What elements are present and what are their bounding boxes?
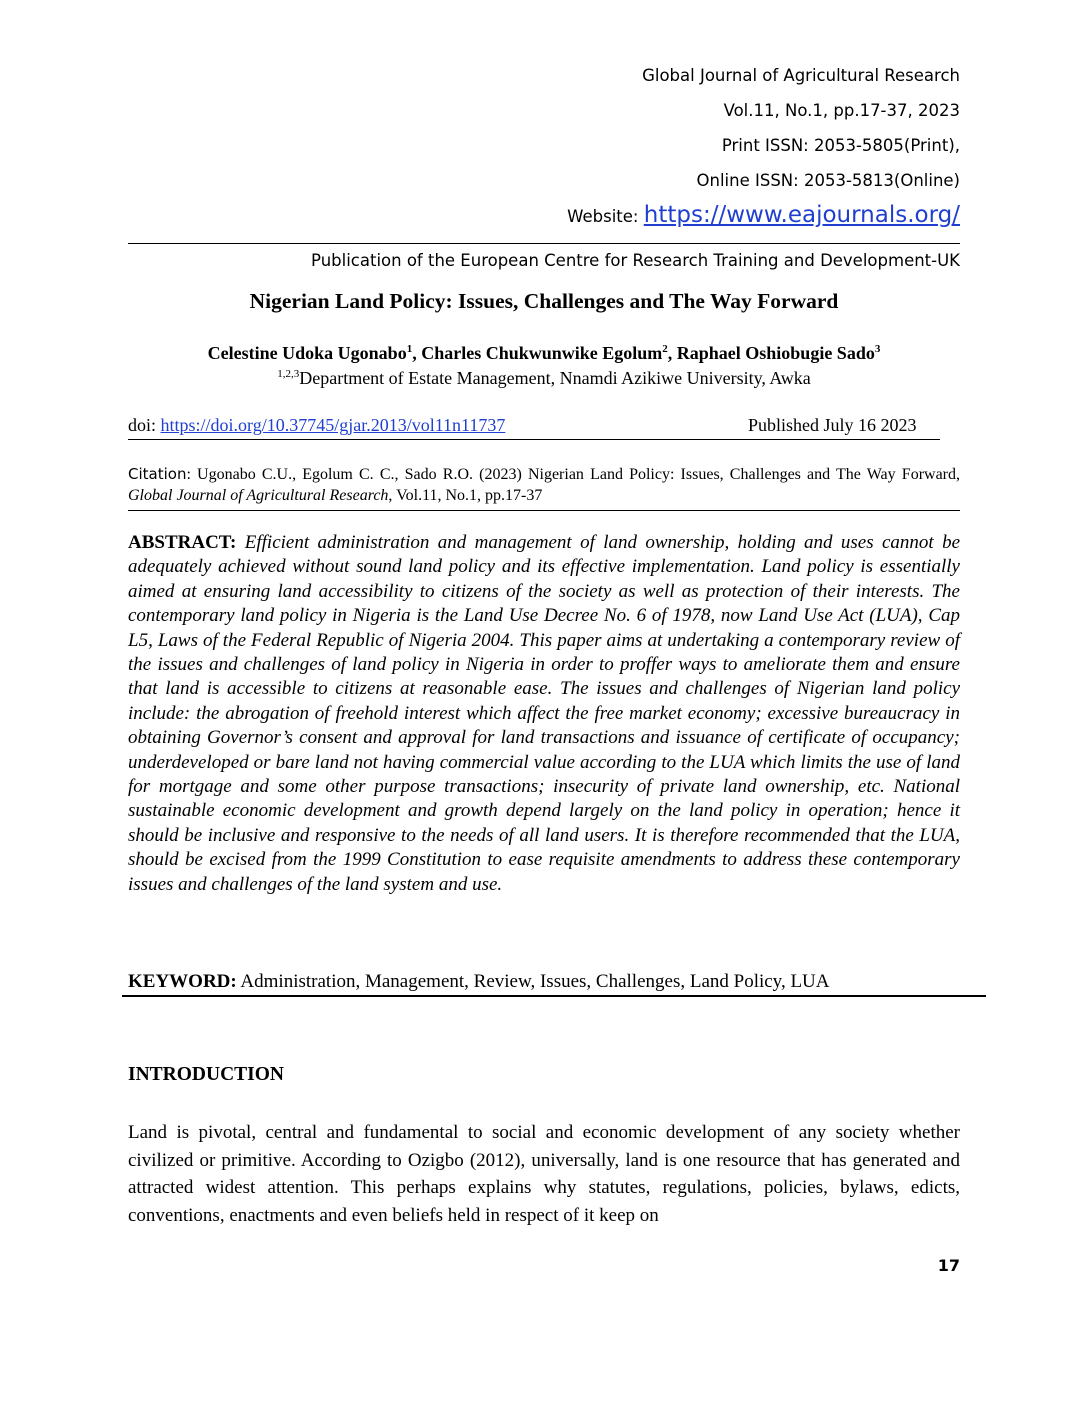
doi-line bbox=[128, 415, 505, 436]
author-name: Celestine Udoka Ugonabo bbox=[207, 343, 407, 363]
author-name: Charles Chukwunwike Egolum bbox=[421, 343, 663, 363]
author-affiliation-mark: 1 bbox=[406, 343, 413, 355]
website-link[interactable]: https://www.eajournals.org/ bbox=[643, 202, 960, 228]
volume-info: Vol.11, No.1, pp.17-37, 2023 bbox=[723, 101, 960, 120]
author-affiliation-mark: 3 bbox=[874, 343, 881, 355]
citation-divider bbox=[128, 510, 960, 511]
affiliation-mark: 1,2,3 bbox=[277, 368, 300, 380]
citation-journal: Global Journal of Agricultural Research bbox=[128, 487, 389, 504]
affiliation bbox=[0, 368, 1088, 389]
author-separator: , bbox=[667, 343, 677, 363]
article-title: Nigerian Land Policy: Issues, Challenges and The Way Forward bbox=[249, 289, 839, 313]
page-number: 17 bbox=[937, 1256, 960, 1275]
abstract-block bbox=[128, 531, 960, 897]
journal-name: Global Journal of Agricultural Research bbox=[642, 66, 960, 85]
website-label: Website: bbox=[567, 207, 644, 226]
keyword-label: KEYWORD: bbox=[128, 971, 237, 992]
doi-link[interactable]: https://doi.org/10.37745/gjar.2013/vol11n11737 bbox=[160, 415, 506, 435]
citation-volume: , Vol.11, No.1, pp.17-37 bbox=[388, 487, 543, 504]
keyword-line bbox=[128, 971, 830, 993]
keyword-divider bbox=[122, 995, 986, 997]
header-divider bbox=[128, 243, 960, 244]
introduction-paragraph: Land is pivotal, central and fundamental to social and economic development of any society whether civilized or primitive. According to Ozigbo (2012), universally, land is one resource that has generated and attracted widest attention. This perhaps explains why statutes, regulations, policies, bylaws, edicts, conventions, enactments and even beliefs held in respect of it keep on bbox=[128, 1122, 960, 1226]
section-heading: INTRODUCTION bbox=[128, 1064, 285, 1085]
online-issn: Online ISSN: 2053-5813(Online) bbox=[696, 171, 960, 190]
abstract-label: ABSTRACT: bbox=[128, 532, 237, 553]
author-list bbox=[0, 343, 1088, 364]
published-date: Published July 16 2023 bbox=[748, 415, 917, 435]
publisher-line: Publication of the European Centre for Research Training and Development-UK bbox=[311, 251, 960, 270]
citation-text: : Ugonabo C.U., Egolum C. C., Sado R.O. (2023) Nigerian Land Policy: Issues, Challenges and The Way Forward, bbox=[186, 466, 960, 483]
author-name: Raphael Oshiobugie Sado bbox=[676, 343, 875, 363]
keyword-text: Administration, Management, Review, Issues, Challenges, Land Policy, LUA bbox=[236, 971, 830, 992]
affiliation-text: Department of Estate Management, Nnamdi Azikiwe University, Awka bbox=[299, 368, 811, 388]
author-affiliation-mark: 2 bbox=[662, 343, 668, 355]
doi-label: doi: bbox=[128, 415, 161, 435]
website-line bbox=[567, 202, 960, 228]
print-issn: Print ISSN: 2053-5805(Print), bbox=[721, 136, 960, 155]
abstract-text: Efficient administration and management of land ownership, holding and uses cannot be adequately achieved without sound land policy and its effective implementation. Land policy is essentially aimed at ensuring land accessibility to citizens of the society as well as protection of their interests. The contemporary land policy in Nigeria is the Land Use Decree No. 6 of 1978, now Land Use Act (LUA), Cap L5, Laws of the Federal Republic of Nigeria 2004. This paper aims at undertaking a contemporary review of the issues and challenges of land policy in Nigeria in order to proffer ways to ameliorate them and ensure that land is accessible to citizens at reasonable ease. The issues and challenges of Nigerian land policy include: the abrogation of freehold interest which affect the free market economy; excessive bureaucracy in obtaining Governor’s consent and approval for land transactions and issuance of certificate of occupancy; underdeveloped or bare land not having commercial value according to the LUA which limits the use of land for mortgage and some other purpose transactions; insecurity of private land ownership, etc. National sustainable economic development and growth depend largely on the land policy in operation; hence it should be inclusive and responsive to the needs of all land users. It is therefore recommended that the LUA, should be excised from the 1999 Constitution to ease requisite amendments to address these contemporary issues and challenges of the land system and use. bbox=[128, 532, 961, 895]
citation-block bbox=[128, 464, 960, 506]
citation-label: Citation bbox=[128, 465, 187, 483]
doi-divider bbox=[128, 439, 940, 440]
author-separator: , bbox=[412, 343, 422, 363]
